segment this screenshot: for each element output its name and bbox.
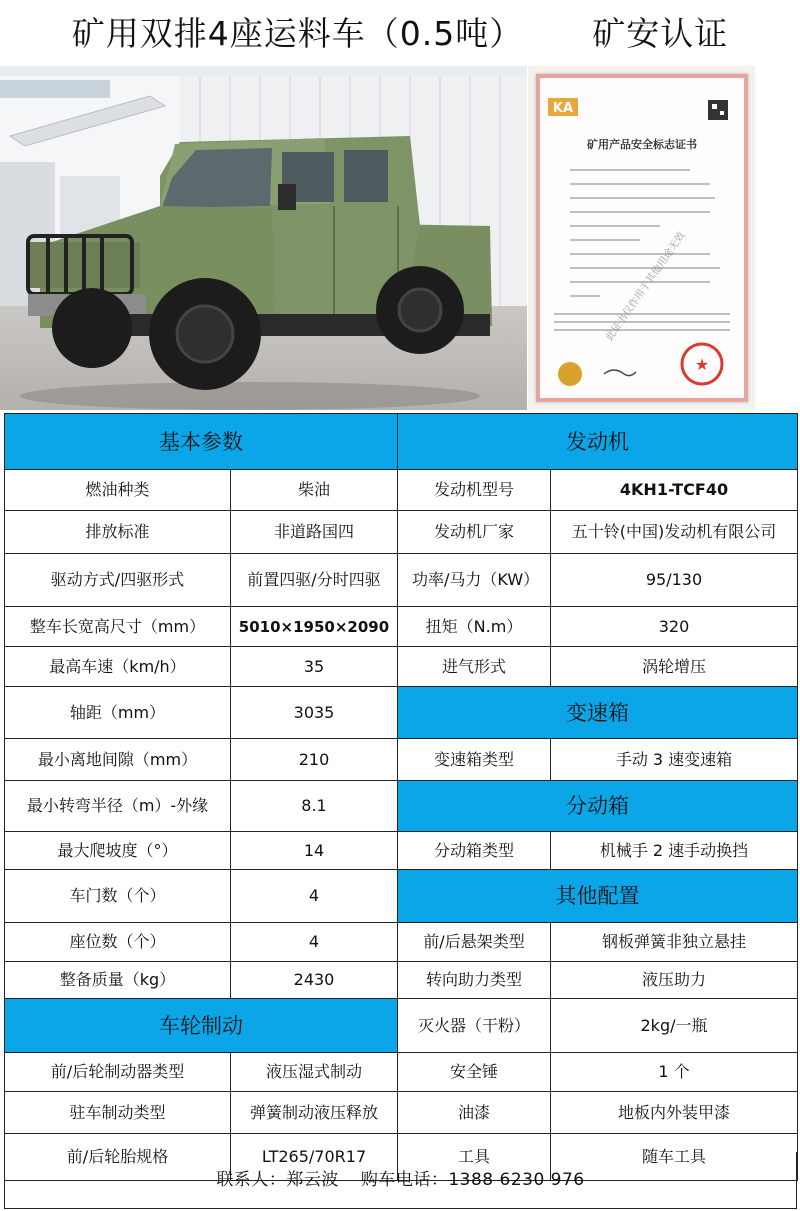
spec-value: 210: [231, 739, 398, 781]
spec-value: 地板内外装甲漆: [551, 1092, 798, 1134]
spec-value: 4: [231, 923, 398, 962]
spec-label: 车门数（个）: [5, 870, 231, 923]
contact-phone[interactable]: 购车电话：1388 6230 976: [360, 1170, 585, 1190]
certificate-logo: KA: [552, 101, 574, 116]
spec-label: 进气形式: [398, 647, 551, 687]
spec-value: 液压湿式制动: [231, 1053, 398, 1092]
truck-illustration: [0, 66, 527, 410]
spec-value: 2kg/一瓶: [551, 999, 798, 1053]
spec-label: 驱动方式/四驱形式: [5, 554, 231, 607]
wheel-brake-header: 车轮制动: [5, 999, 398, 1053]
certificate-illustration: [540, 78, 744, 398]
spec-label: 轴距（mm）: [5, 687, 231, 739]
transfer-case-header: 分动箱: [398, 781, 798, 832]
spec-value: 涡轮增压: [551, 647, 798, 687]
safety-certificate: [528, 66, 755, 410]
spec-label: 发动机厂家: [398, 511, 551, 554]
spec-value: LT265/70R17: [231, 1134, 398, 1181]
spec-value: 前置四驱/分时四驱: [231, 554, 398, 607]
spec-value: 手动 3 速变速箱: [551, 739, 798, 781]
spec-label: 功率/马力（KW）: [398, 554, 551, 607]
spec-value: 5010×1950×2090: [231, 607, 398, 647]
spec-table: [4, 413, 798, 1181]
spec-value: 8.1: [231, 781, 398, 832]
spec-value: 95/130: [551, 554, 798, 607]
spec-value: 液压助力: [551, 962, 798, 999]
spec-value: 35: [231, 647, 398, 687]
engine-header: 发动机: [398, 414, 798, 470]
spec-label: 整备质量（kg）: [5, 962, 231, 999]
spec-label: 前/后轮制动器类型: [5, 1053, 231, 1092]
spec-label: 前/后悬架类型: [398, 923, 551, 962]
page-title: 矿用双排4座运料车（0.5吨） 矿安认证: [71, 14, 729, 53]
spec-label: 整车长宽高尺寸（mm）: [5, 607, 231, 647]
spec-value: 非道路国四: [231, 511, 398, 554]
spec-value: 3035: [231, 687, 398, 739]
other-config-header: 其他配置: [398, 870, 798, 923]
contact-bar: [4, 1152, 797, 1209]
spec-label: 油漆: [398, 1092, 551, 1134]
spec-label: 燃油种类: [5, 470, 231, 511]
certificate-watermark: 此证书仅作用于其他用途无效: [604, 230, 688, 343]
spec-value: 随车工具: [551, 1134, 798, 1181]
spec-label: 最小转弯半径（m）-外缘: [5, 781, 231, 832]
mine-emblem-icon: [558, 362, 582, 386]
spec-label: 灭火器（干粉）: [398, 999, 551, 1053]
svg-text:★: ★: [694, 355, 710, 374]
spec-label: 分动箱类型: [398, 832, 551, 870]
spec-label: 变速箱类型: [398, 739, 551, 781]
spec-label: 座位数（个）: [5, 923, 231, 962]
spec-label: 排放标准: [5, 511, 231, 554]
gearbox-header: 变速箱: [398, 687, 798, 739]
qr-code-icon: [708, 100, 728, 120]
spec-label: 扭矩（N.m）: [398, 607, 551, 647]
spec-value: 五十铃(中国)发动机有限公司: [551, 511, 798, 554]
spec-label: 最高车速（km/h）: [5, 647, 231, 687]
spec-value: 弹簧制动液压释放: [231, 1092, 398, 1134]
spec-label: 安全锤: [398, 1053, 551, 1092]
spec-label: 最小离地间隙（mm）: [5, 739, 231, 781]
spec-value: 柴油: [231, 470, 398, 511]
spec-value: 320: [551, 607, 798, 647]
spec-value: 4KH1-TCF40: [551, 470, 798, 511]
certificate-title: 矿用产品安全标志证书: [587, 138, 697, 151]
spec-value: 机械手 2 速手动换挡: [551, 832, 798, 870]
spec-label: 驻车制动类型: [5, 1092, 231, 1134]
basic-params-header: 基本参数: [5, 414, 398, 470]
spec-label: 工具: [398, 1134, 551, 1181]
spec-label: 最大爬坡度（°）: [5, 832, 231, 870]
certificate-sheet: [536, 74, 748, 402]
spec-label: 发动机型号: [398, 470, 551, 511]
spec-value: 4: [231, 870, 398, 923]
spec-value: 1 个: [551, 1053, 798, 1092]
spec-label: 前/后轮胎规格: [5, 1134, 231, 1181]
spec-label: 转向助力类型: [398, 962, 551, 999]
spec-value: 14: [231, 832, 398, 870]
spec-value: 2430: [231, 962, 398, 999]
contact-person: 联系人：郑云波: [216, 1170, 339, 1190]
truck-photo: [0, 66, 527, 410]
spec-value: 钢板弹簧非独立悬挂: [551, 923, 798, 962]
